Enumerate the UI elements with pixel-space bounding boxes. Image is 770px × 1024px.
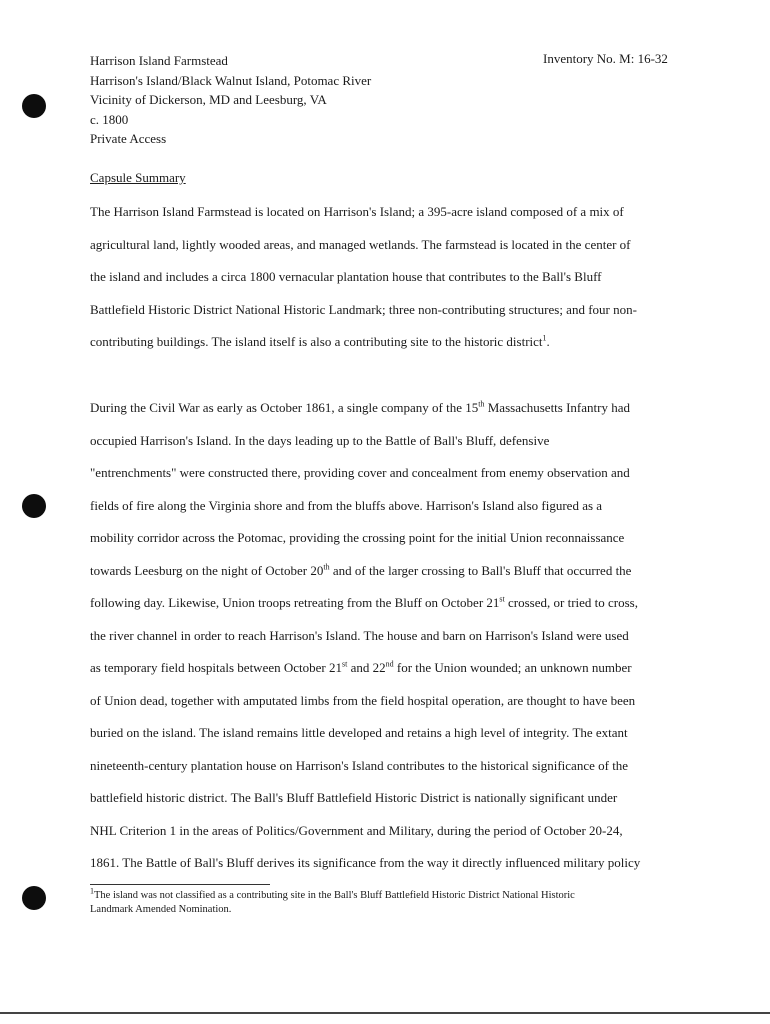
inventory-number: Inventory No. M: 16-32 bbox=[543, 51, 668, 66]
punch-hole-middle bbox=[22, 494, 46, 518]
footnote-reference: 1 bbox=[542, 333, 547, 343]
paragraph-summary bbox=[90, 196, 680, 359]
text-line: following day. Likewise, Union troops retreating from the Bluff on October 21st crossed, or tried to cross, bbox=[90, 594, 638, 610]
text-line: occupied Harrison's Island. In the days leading up to the Battle of Ball's Bluff, defensive bbox=[90, 432, 550, 448]
text-line: of Union dead, together with amputated limbs from the field hospital operation, are thought to have been bbox=[90, 692, 636, 708]
text-line: nineteenth-century plantation house on Harrison's Island contributes to the historical significance of the bbox=[90, 757, 629, 773]
text-line: fields of fire along the Virginia shore and from the bluffs above. Harrison's Island also figured as a bbox=[90, 497, 603, 513]
text-line: buried on the island. The island remains little developed and retains a high level of integrity. The extant bbox=[90, 725, 628, 740]
page-bottom-edge bbox=[0, 1012, 770, 1014]
paragraph-history bbox=[90, 392, 680, 880]
text-line: agricultural land, lightly wooded areas, and managed wetlands. The farmstead is located in the center of bbox=[90, 236, 631, 252]
footnote bbox=[90, 886, 690, 917]
site-location: Harrison's Island/Black Walnut Island, Potomac River bbox=[90, 72, 372, 88]
text-line: mobility corridor across the Potomac, providing the crossing point for the initial Union reconnaissance bbox=[90, 530, 625, 545]
text-line: contributing buildings. The island itself is also a contributing site to the historic district$^1$. bbox=[90, 333, 550, 349]
text-line: The Harrison Island Farmstead is located on Harrison's Island; a 395-acre island composed of a mix of bbox=[90, 204, 624, 219]
text-line: battlefield historic district. The Ball's Bluff Battlefield Historic District is nationally significant under bbox=[90, 790, 618, 805]
text-line: During the Civil War as early as October 1861, a single company of the 15th Massachusetts Infantry had bbox=[90, 399, 630, 415]
site-vicinity: Vicinity of Dickerson, MD and Leesburg, VA bbox=[90, 92, 327, 107]
footnote-marker: 1 bbox=[90, 886, 94, 896]
text-line: the island and includes a circa 1800 vernacular plantation house that contributes to the Ball's Bluff bbox=[90, 269, 602, 284]
text-line: 1861. The Battle of Ball's Bluff derives its significance from the way it directly influenced military policy bbox=[90, 855, 641, 870]
punch-hole-bottom bbox=[22, 886, 46, 910]
text-line: towards Leesburg on the night of October 20th and of the larger crossing to Ball's Bluff that occurred the bbox=[90, 562, 632, 578]
site-date: c. 1800 bbox=[90, 111, 129, 127]
footnote-line: Landmark Amended Nomination. bbox=[90, 904, 232, 915]
text-line: Battlefield Historic District National Historic Landmark; three non-contributing structures; and four non- bbox=[90, 301, 637, 317]
text-line: "entrenchments" were constructed there, providing cover and concealment from enemy observation and bbox=[90, 465, 630, 480]
punch-hole-top bbox=[22, 94, 46, 118]
site-access: Private Access bbox=[90, 131, 167, 146]
text-line: as temporary field hospitals between October 21st and 22nd for the Union wounded; an unknown number bbox=[90, 659, 632, 675]
text-line: NHL Criterion 1 in the areas of Politics/Government and Military, during the period of October 20-24, bbox=[90, 822, 623, 838]
footnote-line: $^1$The island was not classified as a contributing site in the Ball's Bluff Battlefield Historic District National Historic bbox=[90, 886, 575, 901]
section-title: Capsule Summary bbox=[90, 170, 186, 185]
text-line: the river channel in order to reach Harrison's Island. The house and barn on Harrison's Island were used bbox=[90, 627, 629, 643]
footnote-divider bbox=[90, 884, 270, 885]
site-name: Harrison Island Farmstead bbox=[90, 53, 228, 68]
